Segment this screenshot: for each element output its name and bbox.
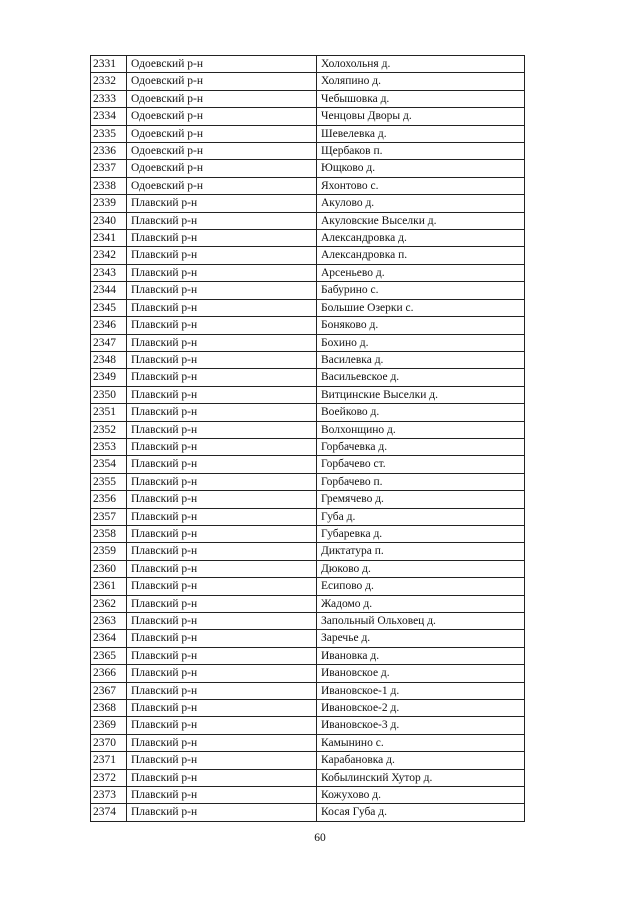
table-row: [91, 752, 525, 769]
district-cell: Плавский р-н: [127, 438, 317, 455]
district-cell: Плавский р-н: [127, 212, 317, 229]
row-number-cell: 2356: [91, 491, 127, 508]
row-number-cell: 2354: [91, 456, 127, 473]
row-number-cell: 2343: [91, 264, 127, 281]
settlement-cell: Губаревка д.: [317, 525, 525, 542]
settlement-cell: Боняково д.: [317, 317, 525, 334]
settlement-cell: Бабурино с.: [317, 282, 525, 299]
table-row: [91, 630, 525, 647]
row-number-cell: 2341: [91, 230, 127, 247]
row-number-cell: 2361: [91, 578, 127, 595]
district-cell: Плавский р-н: [127, 195, 317, 212]
row-number-cell: 2368: [91, 700, 127, 717]
table-row: [91, 595, 525, 612]
district-cell: Плавский р-н: [127, 787, 317, 804]
table-row: [91, 804, 525, 821]
row-number-cell: 2332: [91, 73, 127, 90]
settlement-cell: Холохольня д.: [317, 56, 525, 73]
table-row: [91, 787, 525, 804]
table-row: [91, 578, 525, 595]
district-cell: Плавский р-н: [127, 421, 317, 438]
settlement-cell: Бохино д.: [317, 334, 525, 351]
settlement-cell: Карабановка д.: [317, 752, 525, 769]
table-row: [91, 143, 525, 160]
row-number-cell: 2347: [91, 334, 127, 351]
district-cell: Плавский р-н: [127, 595, 317, 612]
row-number-cell: 2353: [91, 438, 127, 455]
table-row: [91, 282, 525, 299]
page-number: 60: [314, 832, 326, 844]
settlement-cell: Васильевское д.: [317, 369, 525, 386]
row-number-cell: 2338: [91, 177, 127, 194]
settlement-cell: Василевка д.: [317, 351, 525, 368]
table-row: [91, 560, 525, 577]
settlement-cell: Ивановское-3 д.: [317, 717, 525, 734]
table-row: [91, 700, 525, 717]
district-cell: Одоевский р-н: [127, 56, 317, 73]
settlement-cell: Яхонтово с.: [317, 177, 525, 194]
settlement-cell: Заречье д.: [317, 630, 525, 647]
settlement-cell: Холяпино д.: [317, 73, 525, 90]
district-cell: Плавский р-н: [127, 665, 317, 682]
settlement-cell: Косая Губа д.: [317, 804, 525, 821]
table-row: [91, 404, 525, 421]
row-number-cell: 2357: [91, 508, 127, 525]
district-cell: Плавский р-н: [127, 247, 317, 264]
table-row: [91, 56, 525, 73]
row-number-cell: 2337: [91, 160, 127, 177]
settlement-cell: Ивановское-1 д.: [317, 682, 525, 699]
settlement-cell: Александровка д.: [317, 230, 525, 247]
settlement-cell: Камынино с.: [317, 734, 525, 751]
district-cell: Одоевский р-н: [127, 108, 317, 125]
district-cell: Плавский р-н: [127, 613, 317, 630]
row-number-cell: 2362: [91, 595, 127, 612]
district-cell: Плавский р-н: [127, 334, 317, 351]
table-row: [91, 334, 525, 351]
row-number-cell: 2360: [91, 560, 127, 577]
table-row: [91, 386, 525, 403]
row-number-cell: 2369: [91, 717, 127, 734]
row-number-cell: 2351: [91, 404, 127, 421]
settlement-cell: Есипово д.: [317, 578, 525, 595]
row-number-cell: 2371: [91, 752, 127, 769]
district-cell: Плавский р-н: [127, 230, 317, 247]
settlement-cell: Дюково д.: [317, 560, 525, 577]
district-cell: Одоевский р-н: [127, 177, 317, 194]
settlement-cell: Щербаков п.: [317, 143, 525, 160]
district-cell: Плавский р-н: [127, 491, 317, 508]
district-cell: Одоевский р-н: [127, 73, 317, 90]
district-cell: Плавский р-н: [127, 543, 317, 560]
settlement-cell: Кобылинский Хутор д.: [317, 769, 525, 786]
row-number-cell: 2349: [91, 369, 127, 386]
row-number-cell: 2342: [91, 247, 127, 264]
row-number-cell: 2334: [91, 108, 127, 125]
table-row: [91, 682, 525, 699]
district-cell: Плавский р-н: [127, 578, 317, 595]
settlement-cell: Большие Озерки с.: [317, 299, 525, 316]
table-row: [91, 317, 525, 334]
table-row: [91, 543, 525, 560]
district-cell: Плавский р-н: [127, 769, 317, 786]
district-cell: Плавский р-н: [127, 456, 317, 473]
settlement-cell: Акулово д.: [317, 195, 525, 212]
table-row: [91, 525, 525, 542]
district-cell: Плавский р-н: [127, 525, 317, 542]
district-cell: Плавский р-н: [127, 282, 317, 299]
settlement-cell: Арсеньево д.: [317, 264, 525, 281]
district-cell: Одоевский р-н: [127, 143, 317, 160]
table-row: [91, 177, 525, 194]
table-row: [91, 90, 525, 107]
row-number-cell: 2372: [91, 769, 127, 786]
settlement-cell: Шевелевка д.: [317, 125, 525, 142]
district-cell: Плавский р-н: [127, 404, 317, 421]
settlement-cell: Горбачево п.: [317, 473, 525, 490]
settlement-cell: Ивановка д.: [317, 647, 525, 664]
table-row: [91, 230, 525, 247]
row-number-cell: 2373: [91, 787, 127, 804]
settlement-cell: Ивановское-2 д.: [317, 700, 525, 717]
row-number-cell: 2348: [91, 351, 127, 368]
table-row: [91, 421, 525, 438]
district-cell: Плавский р-н: [127, 700, 317, 717]
table-row: [91, 351, 525, 368]
table-body: [91, 56, 525, 822]
district-cell: Одоевский р-н: [127, 90, 317, 107]
row-number-cell: 2333: [91, 90, 127, 107]
settlement-cell: Запольный Ольховец д.: [317, 613, 525, 630]
district-cell: Плавский р-н: [127, 473, 317, 490]
table-row: [91, 456, 525, 473]
district-cell: Одоевский р-н: [127, 160, 317, 177]
district-cell: Плавский р-н: [127, 351, 317, 368]
district-cell: Плавский р-н: [127, 682, 317, 699]
table-row: [91, 734, 525, 751]
district-cell: Плавский р-н: [127, 508, 317, 525]
district-cell: Плавский р-н: [127, 752, 317, 769]
row-number-cell: 2340: [91, 212, 127, 229]
row-number-cell: 2335: [91, 125, 127, 142]
table-row: [91, 369, 525, 386]
table-row: [91, 195, 525, 212]
settlement-cell: Волхонщино д.: [317, 421, 525, 438]
row-number-cell: 2331: [91, 56, 127, 73]
table-row: [91, 299, 525, 316]
row-number-cell: 2367: [91, 682, 127, 699]
district-cell: Плавский р-н: [127, 317, 317, 334]
row-number-cell: 2366: [91, 665, 127, 682]
district-cell: Плавский р-н: [127, 804, 317, 821]
settlement-cell: Воейково д.: [317, 404, 525, 421]
settlement-cell: Ющково д.: [317, 160, 525, 177]
table-row: [91, 491, 525, 508]
settlement-cell: Диктатура п.: [317, 543, 525, 560]
table-row: [91, 160, 525, 177]
table-row: [91, 212, 525, 229]
row-number-cell: 2370: [91, 734, 127, 751]
table-row: [91, 665, 525, 682]
row-number-cell: 2355: [91, 473, 127, 490]
settlement-cell: Кожухово д.: [317, 787, 525, 804]
row-number-cell: 2359: [91, 543, 127, 560]
row-number-cell: 2336: [91, 143, 127, 160]
district-cell: Плавский р-н: [127, 386, 317, 403]
row-number-cell: 2352: [91, 421, 127, 438]
row-number-cell: 2346: [91, 317, 127, 334]
row-number-cell: 2344: [91, 282, 127, 299]
district-cell: Плавский р-н: [127, 560, 317, 577]
settlement-cell: Жадомо д.: [317, 595, 525, 612]
row-number-cell: 2350: [91, 386, 127, 403]
table-row: [91, 613, 525, 630]
district-cell: Плавский р-н: [127, 630, 317, 647]
settlements-table: [90, 55, 525, 822]
table-row: [91, 125, 525, 142]
settlement-cell: Гремячево д.: [317, 491, 525, 508]
row-number-cell: 2364: [91, 630, 127, 647]
table-row: [91, 264, 525, 281]
settlement-cell: Горбачево ст.: [317, 456, 525, 473]
settlement-cell: Чебышовка д.: [317, 90, 525, 107]
row-number-cell: 2345: [91, 299, 127, 316]
district-cell: Одоевский р-н: [127, 125, 317, 142]
settlement-cell: Акуловские Выселки д.: [317, 212, 525, 229]
district-cell: Плавский р-н: [127, 264, 317, 281]
table-row: [91, 473, 525, 490]
table-row: [91, 247, 525, 264]
settlement-cell: Губа д.: [317, 508, 525, 525]
table-row: [91, 647, 525, 664]
settlement-cell: Горбачевка д.: [317, 438, 525, 455]
district-cell: Плавский р-н: [127, 717, 317, 734]
table-row: [91, 717, 525, 734]
settlement-cell: Витцинские Выселки д.: [317, 386, 525, 403]
district-cell: Плавский р-н: [127, 734, 317, 751]
row-number-cell: 2365: [91, 647, 127, 664]
row-number-cell: 2374: [91, 804, 127, 821]
table-row: [91, 108, 525, 125]
district-cell: Плавский р-н: [127, 647, 317, 664]
row-number-cell: 2363: [91, 613, 127, 630]
table-row: [91, 769, 525, 786]
table-row: [91, 73, 525, 90]
row-number-cell: 2358: [91, 525, 127, 542]
row-number-cell: 2339: [91, 195, 127, 212]
settlement-cell: Ивановское д.: [317, 665, 525, 682]
district-cell: Плавский р-н: [127, 299, 317, 316]
settlement-cell: Ченцовы Дворы д.: [317, 108, 525, 125]
district-cell: Плавский р-н: [127, 369, 317, 386]
table-row: [91, 438, 525, 455]
table-row: [91, 508, 525, 525]
settlement-cell: Александровка п.: [317, 247, 525, 264]
